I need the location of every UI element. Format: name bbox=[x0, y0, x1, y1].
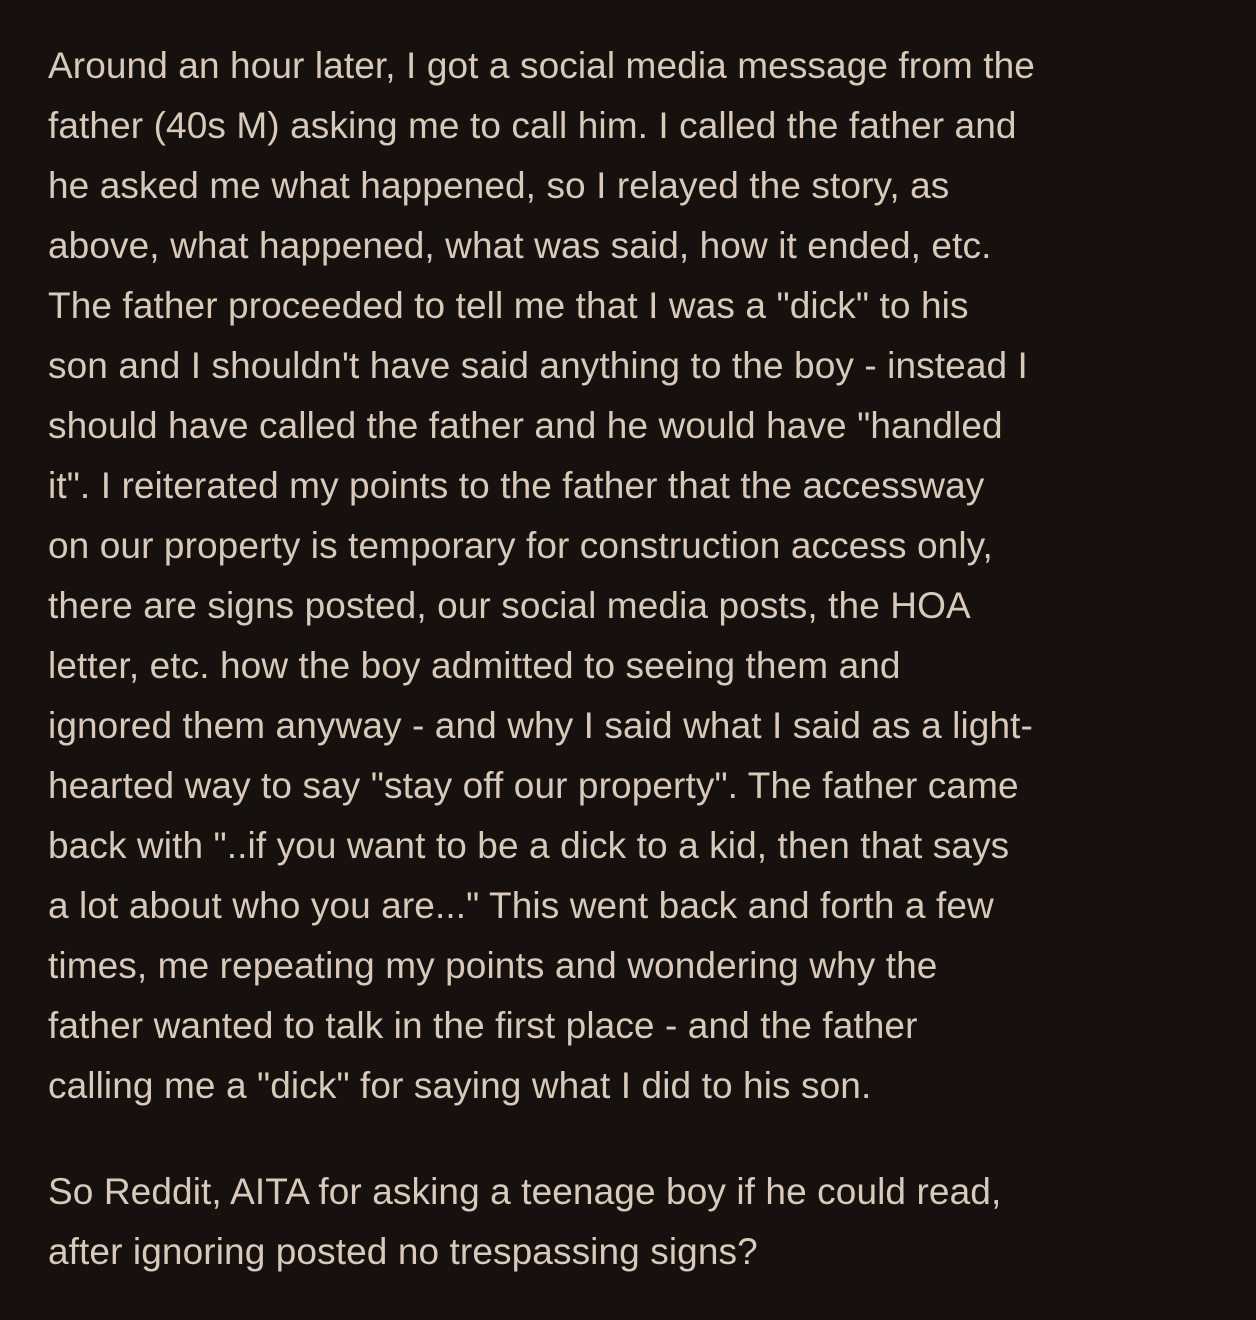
post-line: it". I reiterated my points to the father that the accessway bbox=[48, 465, 985, 506]
post-line: after ignoring posted no trespassing signs? bbox=[48, 1231, 758, 1272]
post-line: a lot about who you are..." This went back and forth a few bbox=[48, 885, 994, 926]
post-line: The father proceeded to tell me that I was a "dick" to his bbox=[48, 285, 969, 326]
post-line: there are signs posted, our social media posts, the HOA bbox=[48, 585, 971, 626]
post-line: letter, etc. how the boy admitted to seeing them and bbox=[48, 645, 901, 686]
post-body bbox=[48, 36, 1216, 1282]
post-line: above, what happened, what was said, how it ended, etc. bbox=[48, 225, 992, 266]
post-line: he asked me what happened, so I relayed the story, as bbox=[48, 165, 950, 206]
post-line: hearted way to say "stay off our property". The father came bbox=[48, 765, 1019, 806]
post-line: Around an hour later, I got a social media message from the bbox=[48, 45, 1035, 86]
post-line: father wanted to talk in the first place - and the father bbox=[48, 1005, 918, 1046]
post-line: son and I shouldn't have said anything to the boy - instead I bbox=[48, 345, 1028, 386]
post-line: on our property is temporary for construction access only, bbox=[48, 525, 993, 566]
post-line: calling me a "dick" for saying what I did to his son. bbox=[48, 1065, 872, 1106]
post-paragraph-2 bbox=[48, 1162, 1216, 1282]
post-line: father (40s M) asking me to call him. I called the father and bbox=[48, 105, 1017, 146]
post-line: ignored them anyway - and why I said what I said as a light- bbox=[48, 705, 1033, 746]
post-paragraph-1 bbox=[48, 36, 1216, 1116]
post-line: should have called the father and he would have "handled bbox=[48, 405, 1003, 446]
post-line: times, me repeating my points and wondering why the bbox=[48, 945, 938, 986]
post-line: So Reddit, AITA for asking a teenage boy if he could read, bbox=[48, 1171, 1002, 1212]
post-line: back with "..if you want to be a dick to a kid, then that says bbox=[48, 825, 1010, 866]
